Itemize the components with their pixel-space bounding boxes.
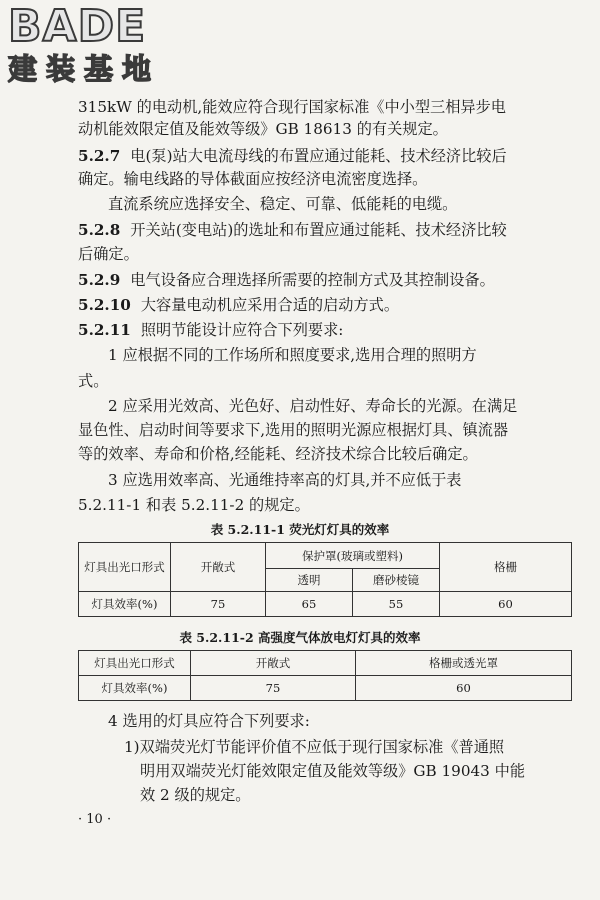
table-header-cell: 透明 (266, 569, 353, 592)
table-cell: 55 (353, 592, 440, 617)
clause-number: 5.2.9 (78, 271, 121, 289)
clause-number: 5.2.7 (78, 147, 121, 165)
body-line: 4 选用的灯具应符合下列要求: (108, 712, 310, 730)
body-line: 3 应选用效率高、光通维持率高的灯具,并不应低于表 (108, 471, 462, 489)
body-line: 直流系统应选择安全、稳定、可靠、低能耗的电缆。 (108, 195, 458, 213)
table-header-cell: 灯具出光口形式 (79, 543, 171, 592)
clause-number: 5.2.10 (78, 296, 131, 314)
body-line: 大容量电动机应采用合适的启动方式。 (140, 296, 400, 314)
body-line: 2 应采用光效高、光色好、启动性好、寿命长的光源。在满足 (108, 397, 518, 415)
table-row-label: 灯具效率(%) (79, 676, 191, 701)
body-line: 照明节能设计应符合下列要求: (140, 321, 344, 339)
table-cell: 65 (266, 592, 353, 617)
body-line: 动机能效限定值及能效等级》GB 18613 的有关规定。 (78, 120, 448, 138)
table-header-cell: 灯具出光口形式 (79, 651, 191, 676)
table-header-cell: 开敞式 (191, 651, 356, 676)
table-row-label: 灯具效率(%) (79, 592, 171, 617)
body-line: 1)双端荧光灯节能评价值不应低于现行国家标准《普通照 (124, 738, 505, 756)
body-line: 式。 (78, 372, 109, 390)
watermark-brand: BADE (8, 1, 147, 52)
clause-5-2-11 (78, 319, 343, 341)
body-line: 显色性、启动时间等要求下,选用的照明光源应根据灯具、镇流器 (78, 421, 509, 439)
watermark-logo (8, 1, 161, 86)
body-line: 1 应根据不同的工作场所和照度要求,选用合理的照明方 (108, 346, 477, 364)
clause-number: 5.2.8 (78, 221, 121, 239)
clause-5-2-10 (78, 294, 399, 316)
table-hid-efficiency (78, 650, 572, 701)
clause-5-2-7 (78, 145, 507, 167)
body-line: 后确定。 (78, 245, 139, 263)
body-line: 开关站(变电站)的选址和布置应通过能耗、技术经济比较 (130, 221, 507, 239)
table2-caption: 表 5.2.11-2 高强度气体放电灯灯具的效率 (179, 630, 421, 645)
body-line: 效 2 级的规定。 (140, 786, 251, 804)
table-header-cell: 开敞式 (171, 543, 266, 592)
table-header-cell: 格栅或透光罩 (356, 651, 572, 676)
body-line: 明用双端荧光灯能效限定值及能效等级》GB 19043 中能 (140, 762, 526, 780)
clause-number: 5.2.11 (78, 321, 131, 339)
body-line: 315kW 的电动机,能效应符合现行国家标准《中小型三相异步电 (78, 98, 506, 116)
table-cell: 75 (191, 676, 356, 701)
table-header-cell: 保护罩(玻璃或塑料) (266, 543, 440, 569)
table-fluorescent-efficiency (78, 542, 572, 617)
table-cell: 60 (440, 592, 572, 617)
body-line: 电(泵)站大电流母线的布置应通过能耗、技术经济比较后 (130, 147, 507, 165)
body-line: 确定。输电线路的导体截面应按经济电流密度选择。 (78, 170, 428, 188)
table-header-cell: 格栅 (440, 543, 572, 592)
table-header-cell: 磨砂棱镜 (353, 569, 440, 592)
body-line: 5.2.11-1 和表 5.2.11-2 的规定。 (78, 496, 310, 514)
table1-caption: 表 5.2.11-1 荧光灯灯具的效率 (210, 522, 390, 537)
body-line: 等的效率、寿命和价格,经能耗、经济技术综合比较后确定。 (78, 445, 478, 463)
page-number: · 10 · (78, 812, 112, 827)
clause-5-2-9 (78, 269, 495, 291)
table-cell: 75 (171, 592, 266, 617)
watermark-subtitle: 建装基地 (8, 52, 161, 86)
body-line: 电气设备应合理选择所需要的控制方式及其控制设备。 (130, 271, 495, 289)
clause-5-2-8 (78, 219, 507, 241)
table-cell: 60 (356, 676, 572, 701)
